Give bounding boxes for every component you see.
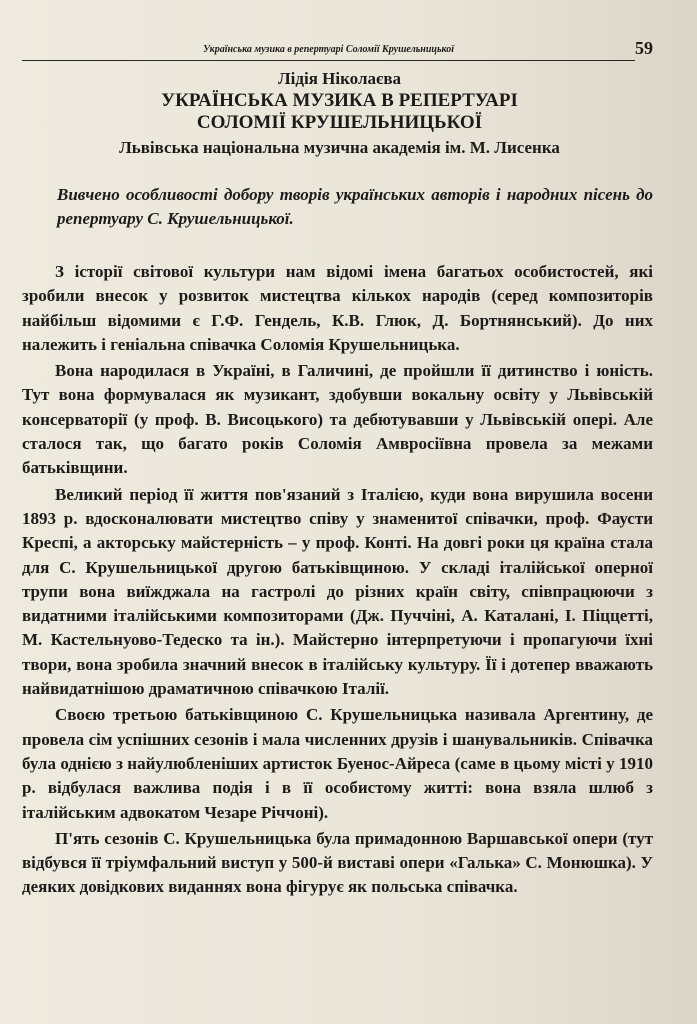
paragraph-5: П'ять сезонів С. Крушельницька була примадонною Варшавської опери (тут відбувся її тріумфальний виступ у 500-й виставі опери «Галька» С. Монюшка). У деяких довідкових виданнях вона фігурує як польська співачка. <box>22 828 653 897</box>
article-title-line-2: СОЛОМІЇ КРУШЕЛЬНИЦЬКОЇ <box>196 112 483 133</box>
paragraph-2: Вона народилася в Україні, в Галичині, де пройшли її дитинство і юність. Тут вона формувалася як музикант, здобувши вокальну освіту у Львівській консерваторії (у проф. В. Висоцького) та дебютувавши у Львівській опері. Але сталося так, що багато років Соломія Амвросіївна провела за межами батьківщини. <box>22 361 653 478</box>
article-title-line-1: УКРАЇНСЬКА МУЗИКА В РЕПЕРТУАРІ <box>161 90 518 111</box>
paragraph-3: Великий період її життя пов'язаний з Італією, куди вона вирушила восени 1893 р. вдосконалювати мистецтво співу у знаменитої співачки, проф. Фаусти Креспі, а акторську майстерність – у проф. Конті. На довгі роки ця країна стала для С. Крушельницької другою батьківщиною. У складі італійської оперної трупи вона виїжджала на гастролі до різних країн світу, співпрацюючи з видатними італійськими композиторами (Дж. Пуччіні, А. Каталані, І. Піццетті, М. Кастельнуово-Тедеско та ін.). Майстерно інтерпретуючи і пропагуючи їхні твори, вона зробила значний внесок в італійську культуру. Її і дотепер вважають найвидатнішою драматичною співачкою Італії. <box>22 484 653 699</box>
article-header <box>22 68 657 159</box>
abstract: Вивчено особливості добору творів українських авторів і народних пісень до репертуару С. Крушельницької. <box>57 185 653 228</box>
author-name: Лідія Ніколаєва <box>277 69 402 88</box>
page-number: 59 <box>635 38 653 58</box>
paragraph-1: З історії світової культури нам відомі імена багатьох особистостей, які зробили внесок у розвиток мистецтва кількох народів (серед композиторів найбільш відомими є Г.Ф. Гендель, К.В. Глюк, Д. Бортнянський). До них належить і геніальна співачка Соломія Крушельницька. <box>22 262 653 354</box>
running-head: Українська музика в репертуарі Соломії Крушельницької <box>22 40 635 61</box>
author-affiliation: Львівська національна музична академія ім. М. Лисенка <box>119 138 560 157</box>
paragraph-4: Своєю третьою батьківщиною С. Крушельницька називала Аргентину, де провела сім успішних сезонів і мала численних друзів і шанувальників. Співачка була однією з найулюбленіших артисток Буенос-Айреса (саме в цьому місті у 1910 р. відбулася важлива подія і в її особистому житті: вона взяла шлюб з італійським адвокатом Чезаре Річчоні). <box>22 705 653 822</box>
body-text <box>22 260 653 900</box>
